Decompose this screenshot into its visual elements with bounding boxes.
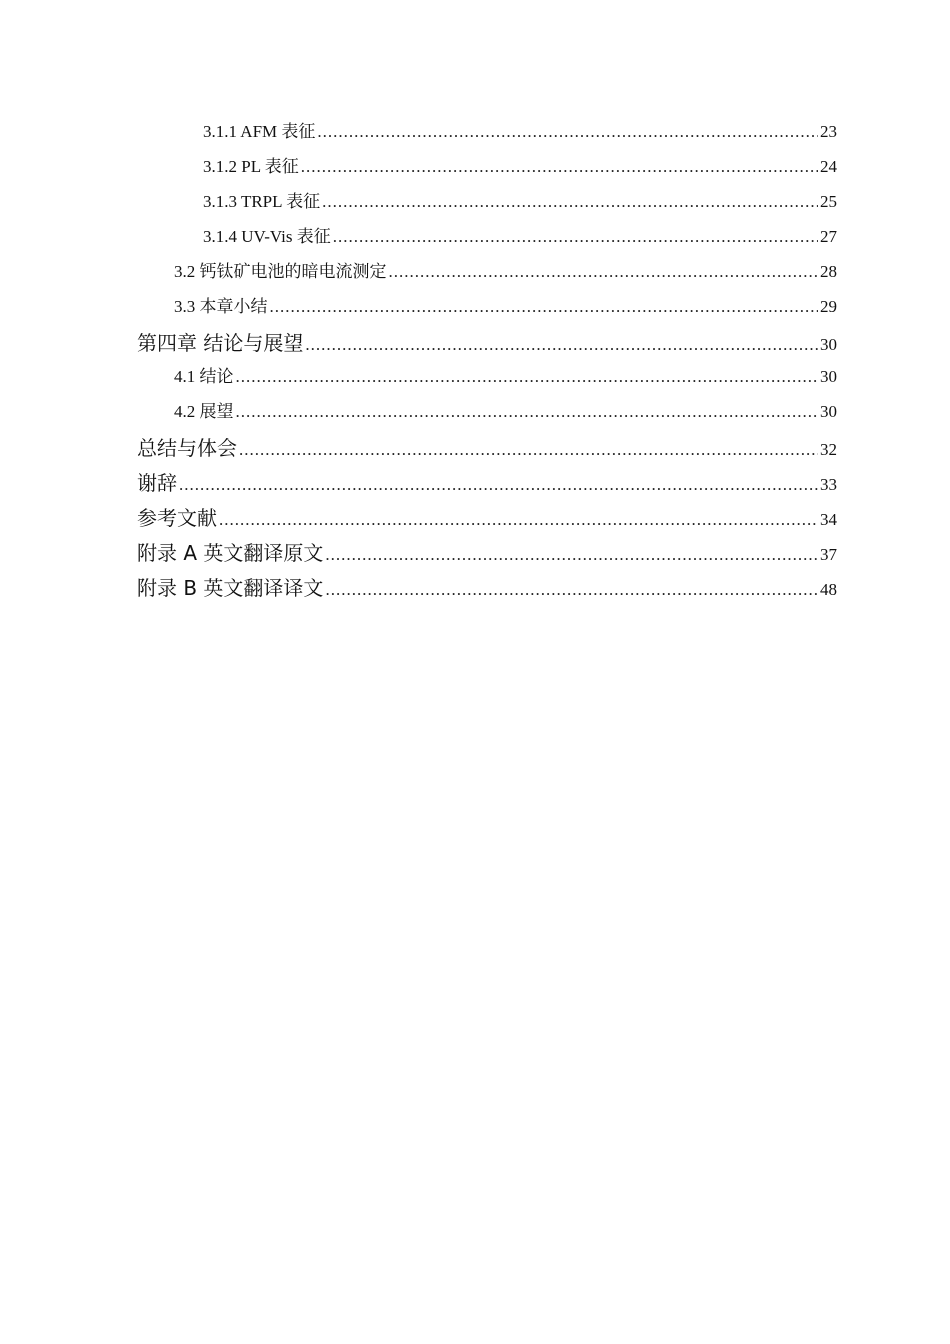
toc-page-number: 48 [820, 580, 837, 599]
toc-entry-label: 3.1.4 UV-Vis 表征 [203, 227, 331, 246]
toc-leader-dots [325, 539, 818, 571]
toc-leader-dots [236, 397, 819, 427]
toc-entry-4-1[interactable] [137, 362, 837, 397]
toc-entry-label: 总结与体会 [137, 436, 237, 460]
toc-entry-label: 附录 A 英文翻译原文 [137, 541, 324, 565]
toc-entry-references[interactable] [137, 502, 837, 537]
toc-entry-3-1-2[interactable] [137, 152, 837, 187]
table-of-contents [137, 117, 837, 607]
toc-entry-label: 3.1.2 PL 表征 [203, 157, 299, 176]
toc-entry-label: 4.1 结论 [174, 367, 234, 386]
toc-leader-dots [239, 434, 818, 466]
toc-page-number: 34 [820, 510, 837, 529]
toc-leader-dots [333, 222, 818, 252]
toc-page-number: 30 [820, 335, 837, 354]
toc-entry-4-2[interactable] [137, 397, 837, 432]
toc-entry-label: 附录 B 英文翻译译文 [137, 576, 324, 600]
toc-entry-appendix-b[interactable] [137, 572, 837, 607]
toc-entry-3-3[interactable] [137, 292, 837, 327]
toc-page-number: 32 [820, 440, 837, 459]
toc-entry-3-1-4[interactable] [137, 222, 837, 257]
toc-leader-dots [270, 292, 819, 322]
toc-leader-dots [322, 187, 818, 217]
toc-entry-label: 参考文献 [137, 506, 217, 530]
toc-page-number: 29 [820, 297, 837, 316]
toc-leader-dots [236, 362, 819, 392]
toc-page-number: 30 [820, 402, 837, 421]
toc-leader-dots [301, 152, 818, 182]
toc-leader-dots [179, 469, 818, 501]
toc-page-number: 24 [820, 157, 837, 176]
toc-page-number: 27 [820, 227, 837, 246]
toc-leader-dots [317, 117, 818, 147]
toc-leader-dots [305, 329, 818, 361]
toc-entry-label: 3.1.1 AFM 表征 [203, 122, 316, 141]
toc-leader-dots [389, 257, 819, 287]
toc-entry-label: 第四章 结论与展望 [137, 331, 304, 355]
toc-entry-label: 3.1.3 TRPL 表征 [203, 192, 321, 211]
toc-page-number: 25 [820, 192, 837, 211]
toc-leader-dots [219, 504, 818, 536]
toc-leader-dots [325, 574, 818, 606]
toc-page-number: 28 [820, 262, 837, 281]
toc-entry-label: 4.2 展望 [174, 402, 234, 421]
toc-entry-label: 3.3 本章小结 [174, 297, 268, 316]
toc-page-number: 37 [820, 545, 837, 564]
toc-page-number: 30 [820, 367, 837, 386]
toc-entry-3-1-3[interactable] [137, 187, 837, 222]
toc-entry-acknowledgements[interactable] [137, 467, 837, 502]
toc-entry-label: 谢辞 [137, 471, 177, 495]
toc-entry-appendix-a[interactable] [137, 537, 837, 572]
toc-entry-3-1-1[interactable] [137, 117, 837, 152]
toc-entry-summary[interactable] [137, 432, 837, 467]
toc-page-number: 33 [820, 475, 837, 494]
toc-entry-label: 3.2 钙钛矿电池的暗电流测定 [174, 262, 387, 281]
toc-page-number: 23 [820, 122, 837, 141]
toc-entry-chapter-4[interactable] [137, 327, 837, 362]
toc-entry-3-2[interactable] [137, 257, 837, 292]
